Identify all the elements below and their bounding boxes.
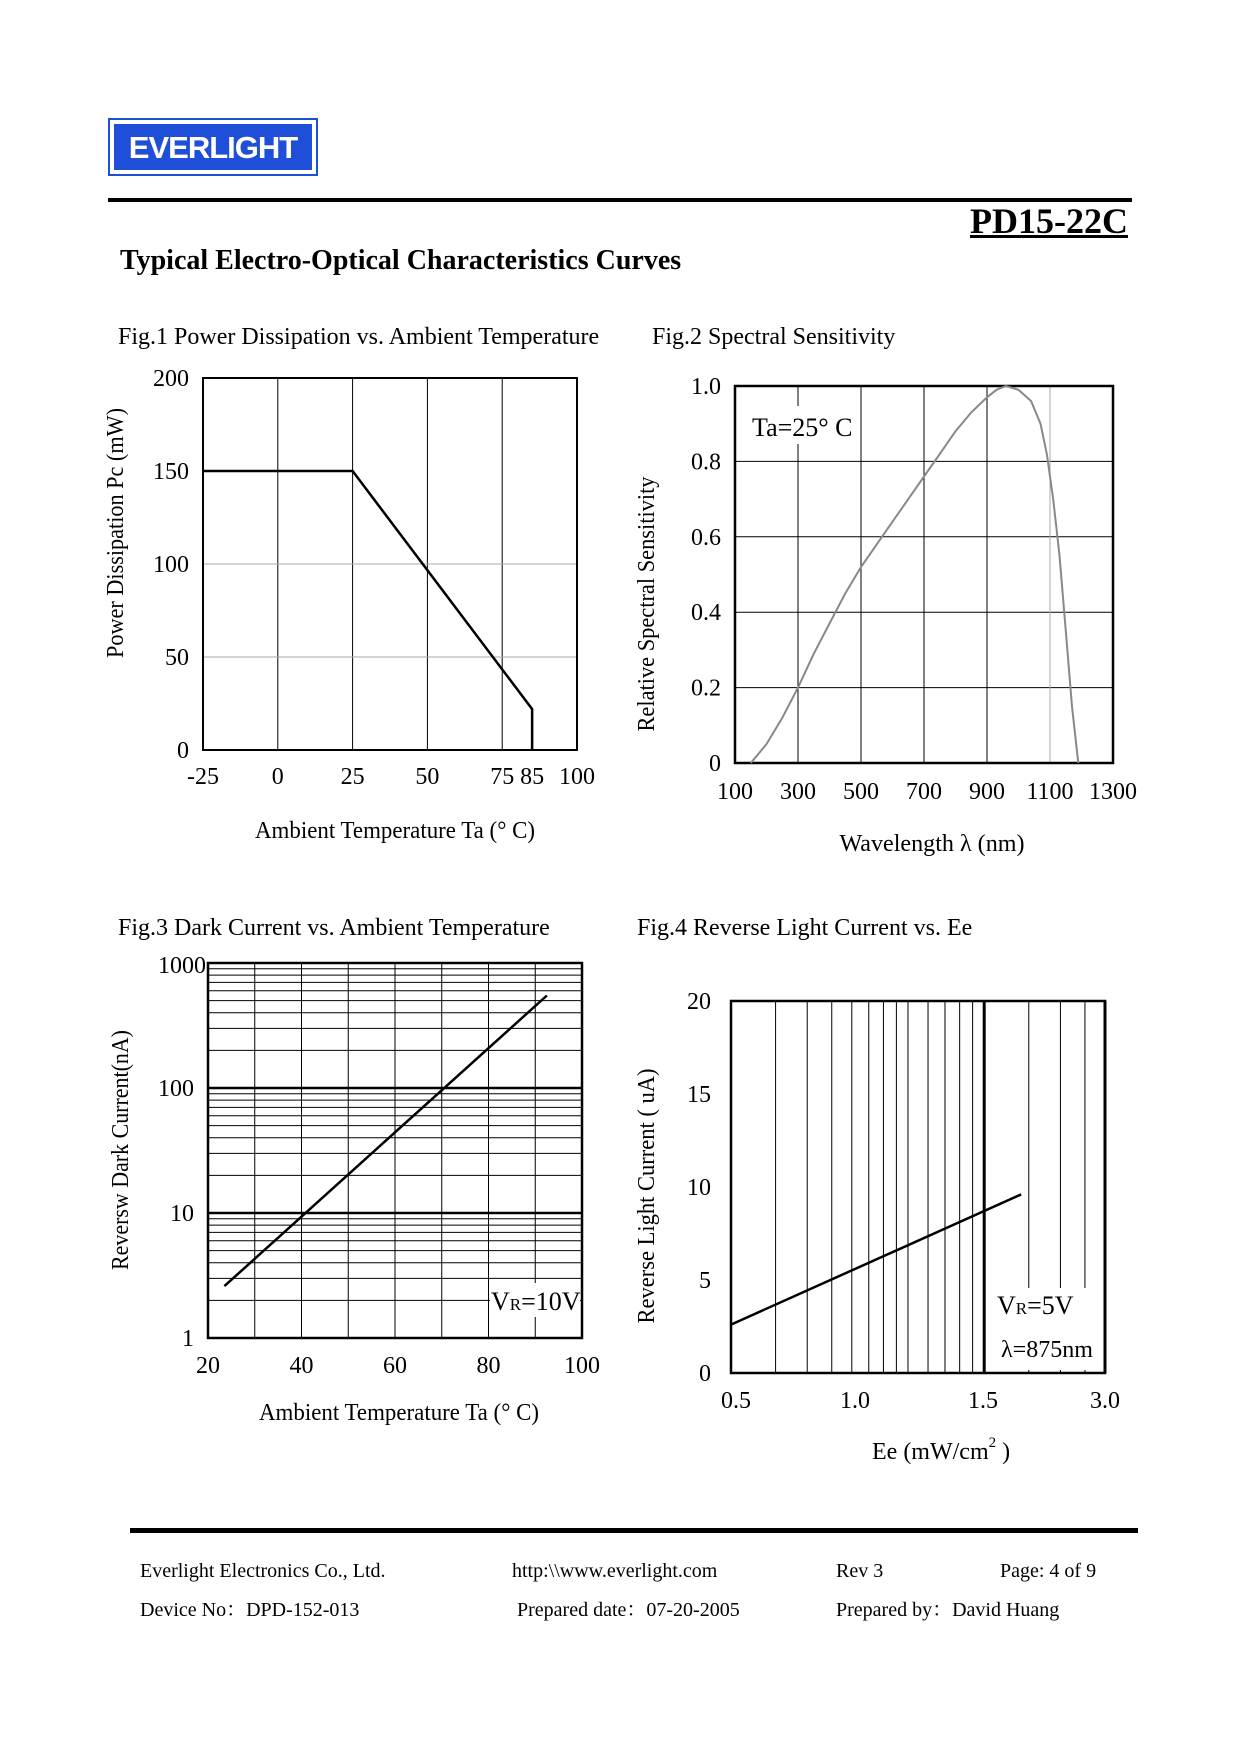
x-tick-label: 1.5 — [968, 1388, 998, 1414]
x-tick-label: 0.5 — [721, 1388, 751, 1414]
fig2-title: Fig.2 Spectral Sensitivity — [652, 324, 896, 350]
x-tick-label: 300 — [780, 779, 816, 805]
series-line — [731, 1194, 1021, 1324]
footer-company: Everlight Electronics Co., Ltd. — [140, 1560, 386, 1582]
footer-prepared-date: Prepared date：07-20-2005 — [517, 1599, 740, 1621]
x-tick-label: 100 — [559, 764, 595, 790]
fig3-chart — [108, 953, 600, 1426]
y-tick-label: 0.4 — [691, 600, 721, 627]
x-axis-label-main: Ee (mW/cm — [872, 1439, 989, 1465]
x-axis-label: Ambient Temperature Ta (° C) — [255, 818, 535, 844]
y-tick-label: 0 — [709, 751, 721, 777]
fig4-title: Fig.4 Reverse Light Current vs. Ee — [637, 915, 973, 941]
y-tick-label: 20 — [687, 989, 711, 1015]
x-tick-label: 20 — [196, 1353, 220, 1379]
annotation-sub-r: R — [1015, 1299, 1028, 1318]
y-tick-label: 1000 — [158, 953, 206, 979]
x-tick-label: 100 — [717, 779, 753, 805]
footer-rule — [130, 1528, 1138, 1533]
x-tick-label: 3.0 — [1090, 1388, 1120, 1414]
footer-page: Page: 4 of 9 — [1000, 1560, 1097, 1582]
annotation-value: =5V — [1027, 1291, 1074, 1320]
fig3-title: Fig.3 Dark Current vs. Ambient Temperature — [118, 915, 550, 941]
fig1-title: Fig.1 Power Dissipation vs. Ambient Temperature — [118, 324, 600, 350]
annotation-v: V — [997, 1291, 1016, 1320]
fig1-chart — [103, 366, 595, 844]
y-tick-label: 100 — [153, 552, 189, 578]
x-axis-label-end: ) — [996, 1439, 1011, 1465]
y-axis-label: Reversw Dark Current(nA) — [108, 1007, 134, 1270]
annotation-vr — [997, 1291, 1074, 1320]
y-tick-label: 5 — [699, 1268, 711, 1294]
y-tick-label: 1.0 — [691, 374, 721, 400]
x-axis-label: Ambient Temperature Ta (° C) — [259, 1400, 539, 1426]
y-tick-label: 10 — [170, 1201, 194, 1227]
y-tick-label: 0.8 — [691, 449, 721, 476]
footer-prepared-by: Prepared by：David Huang — [836, 1599, 1060, 1621]
y-tick-label: 0.6 — [691, 524, 721, 551]
x-tick-label: 25 — [340, 764, 365, 790]
x-axis-label — [872, 1435, 1010, 1465]
x-tick-label: 1.0 — [840, 1388, 870, 1414]
x-tick-label: 50 — [415, 764, 440, 790]
part-number: PD15-22C — [970, 201, 1128, 241]
x-tick-label: 0 — [271, 764, 284, 790]
annotation-v: V — [491, 1287, 510, 1316]
x-tick-label: 1300 — [1089, 779, 1137, 805]
fig2-chart — [634, 374, 1137, 857]
series-line — [224, 996, 547, 1287]
annotation-sub-r: R — [509, 1295, 522, 1314]
x-tick-label: -25 — [187, 764, 219, 790]
y-axis-label: Reverse Light Current ( uA) — [634, 1051, 660, 1324]
annotation-ta: Ta=25° C — [752, 413, 853, 442]
y-axis-label: Relative Spectral Sensitivity — [634, 458, 660, 732]
y-tick-label: 200 — [153, 366, 189, 392]
annotation-wavelength: λ=875nm — [1001, 1337, 1094, 1363]
x-tick-label: 500 — [843, 779, 879, 805]
footer-rev: Rev 3 — [836, 1560, 884, 1582]
y-tick-label: 0 — [699, 1361, 711, 1387]
x-tick-label: 700 — [906, 779, 942, 805]
x-tick-label: 80 — [476, 1353, 501, 1379]
x-axis-label-sup: 2 — [988, 1435, 997, 1451]
footer-device-no: Device No：DPD-152-013 — [140, 1599, 360, 1621]
y-tick-label: 15 — [687, 1082, 711, 1108]
x-tick-label: 85 — [520, 764, 545, 790]
y-tick-label: 50 — [165, 645, 189, 671]
x-tick-label: 100 — [564, 1353, 600, 1379]
logo-text: EVERLIGHT — [128, 130, 298, 165]
x-tick-label: 900 — [969, 779, 1005, 805]
fig4-chart — [634, 989, 1120, 1465]
footer-url[interactable]: http:\\www.everlight.com — [512, 1560, 718, 1582]
y-axis-label: Power Dissipation Pc (mW) — [103, 388, 129, 658]
x-tick-label: 60 — [383, 1353, 407, 1379]
x-tick-label: 75 — [490, 764, 515, 790]
annotation-vr — [491, 1287, 581, 1316]
y-tick-label: 0.2 — [691, 675, 721, 702]
section-title: Typical Electro-Optical Characteristics Curves — [120, 245, 682, 276]
annotation-value: =10V — [521, 1287, 581, 1316]
series-line — [203, 471, 532, 750]
y-tick-label: 10 — [687, 1175, 711, 1201]
y-tick-label: 150 — [153, 459, 189, 485]
x-tick-label: 1100 — [1026, 779, 1074, 805]
y-tick-label: 0 — [177, 738, 189, 764]
x-tick-label: 40 — [289, 1353, 314, 1379]
y-tick-label: 100 — [158, 1076, 194, 1102]
x-axis-label: Wavelength λ (nm) — [839, 831, 1025, 857]
y-tick-label: 1 — [182, 1326, 194, 1352]
